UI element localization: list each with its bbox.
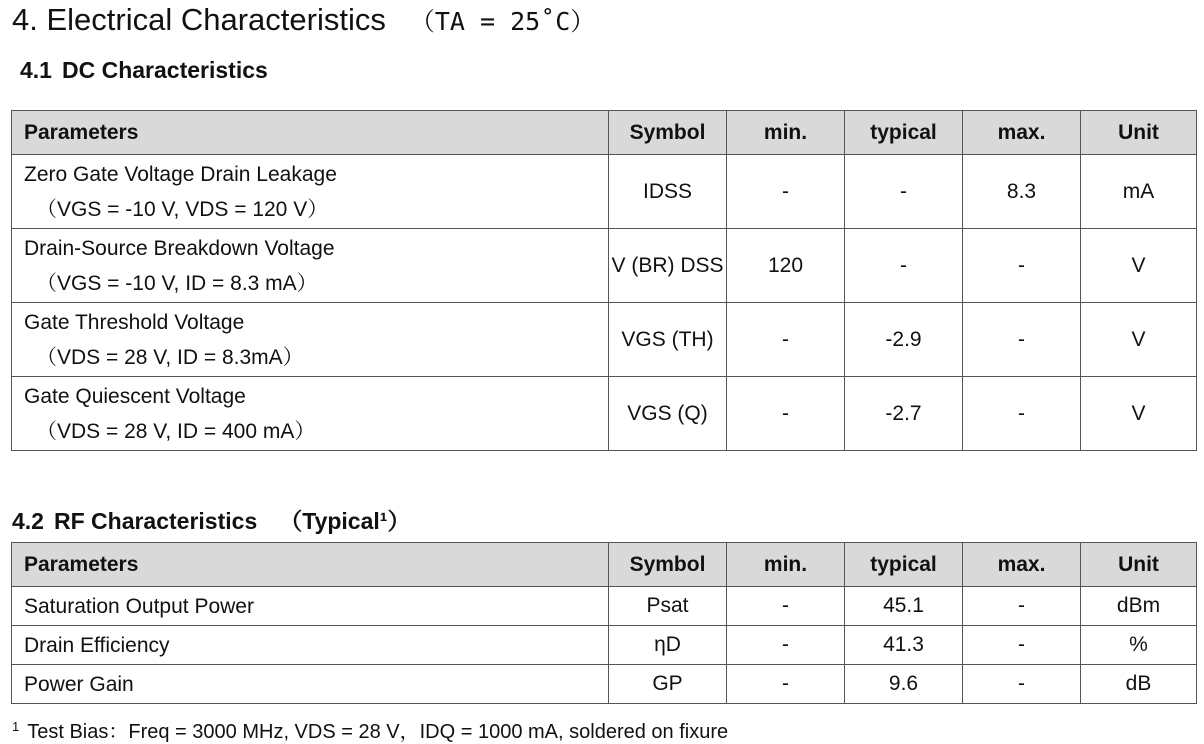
header-typical: typical <box>845 543 963 587</box>
param-condition: （VDS = 28 V, ID = 8.3mA） <box>36 345 304 369</box>
max-cell: - <box>963 303 1081 377</box>
min-cell: 120 <box>727 229 845 303</box>
rf-section-note: （Typical¹） <box>279 508 411 534</box>
param-name: Power Gain <box>12 665 609 704</box>
page-title <box>12 2 595 38</box>
param-cell <box>12 303 609 377</box>
typical-cell: 45.1 <box>845 587 963 626</box>
header-parameters: Parameters <box>12 111 609 155</box>
param-name: Drain Efficiency <box>12 626 609 665</box>
symbol-cell: GP <box>609 665 727 704</box>
table-header-row <box>12 543 1197 587</box>
min-cell: - <box>727 626 845 665</box>
min-cell: - <box>727 377 845 451</box>
table-row <box>12 377 1197 451</box>
header-parameters: Parameters <box>12 543 609 587</box>
param-name: Gate Threshold Voltage <box>24 310 245 334</box>
param-name: Zero Gate Voltage Drain Leakage <box>24 162 337 186</box>
unit-cell: V <box>1081 229 1197 303</box>
header-symbol: Symbol <box>609 111 727 155</box>
header-symbol: Symbol <box>609 543 727 587</box>
max-cell: - <box>963 665 1081 704</box>
unit-cell: dBm <box>1081 587 1197 626</box>
typical-cell: 9.6 <box>845 665 963 704</box>
min-cell: - <box>727 155 845 229</box>
typical-cell: - <box>845 229 963 303</box>
unit-cell: V <box>1081 303 1197 377</box>
unit-cell: % <box>1081 626 1197 665</box>
unit-cell: dB <box>1081 665 1197 704</box>
table-row <box>12 229 1197 303</box>
header-max: max. <box>963 543 1081 587</box>
param-condition: （VGS = -10 V, VDS = 120 V） <box>36 197 329 221</box>
param-cell <box>12 155 609 229</box>
dc-section-heading <box>20 57 268 84</box>
typical-cell: 41.3 <box>845 626 963 665</box>
param-cell <box>12 229 609 303</box>
min-cell: - <box>727 665 845 704</box>
param-condition: （VGS = -10 V, ID = 8.3 mA） <box>36 271 318 295</box>
table-row <box>12 665 1197 704</box>
rf-section-title: RF Characteristics <box>53 508 258 534</box>
unit-cell: V <box>1081 377 1197 451</box>
footnote <box>12 715 728 744</box>
max-cell: - <box>963 587 1081 626</box>
footnote-text: Test Bias：Freq = 3000 MHz, VDS = 28 V，IDQ = 1000 mA, soldered on fixure <box>27 721 729 743</box>
typical-cell: - <box>845 155 963 229</box>
table-row <box>12 626 1197 665</box>
header-max: max. <box>963 111 1081 155</box>
table-row <box>12 303 1197 377</box>
dc-section-number: 4.1 <box>20 57 52 83</box>
param-condition: （VDS = 28 V, ID = 400 mA） <box>36 419 316 443</box>
min-cell: - <box>727 303 845 377</box>
typical-cell: -2.9 <box>845 303 963 377</box>
rf-section-number: 4.2 <box>12 508 44 534</box>
dc-section-title: DC Characteristics <box>61 57 268 83</box>
max-cell: - <box>963 377 1081 451</box>
min-cell: - <box>727 587 845 626</box>
dc-characteristics-table <box>11 110 1197 451</box>
rf-characteristics-table <box>11 542 1197 704</box>
symbol-cell: IDSS <box>609 155 727 229</box>
table-row <box>12 155 1197 229</box>
symbol-cell: VGS (Q) <box>609 377 727 451</box>
rf-section-heading <box>12 503 410 536</box>
test-condition: （TA = 25˚C） <box>409 7 596 36</box>
unit-cell: mA <box>1081 155 1197 229</box>
table-header-row <box>12 111 1197 155</box>
param-name: Gate Quiescent Voltage <box>24 384 246 408</box>
max-cell: - <box>963 626 1081 665</box>
symbol-cell: VGS (TH) <box>609 303 727 377</box>
max-cell: 8.3 <box>963 155 1081 229</box>
param-name: Saturation Output Power <box>12 587 609 626</box>
max-cell: - <box>963 229 1081 303</box>
symbol-cell: V (BR) DSS <box>609 229 727 303</box>
table-row <box>12 587 1197 626</box>
symbol-cell: ηD <box>609 626 727 665</box>
footnote-marker: 1 <box>12 719 20 734</box>
typical-cell: -2.7 <box>845 377 963 451</box>
header-min: min. <box>727 111 845 155</box>
header-min: min. <box>727 543 845 587</box>
header-typical: typical <box>845 111 963 155</box>
section-title: 4. Electrical Characteristics <box>12 2 386 37</box>
param-cell <box>12 377 609 451</box>
header-unit: Unit <box>1081 111 1197 155</box>
symbol-cell: Psat <box>609 587 727 626</box>
header-unit: Unit <box>1081 543 1197 587</box>
param-name: Drain-Source Breakdown Voltage <box>24 236 335 260</box>
